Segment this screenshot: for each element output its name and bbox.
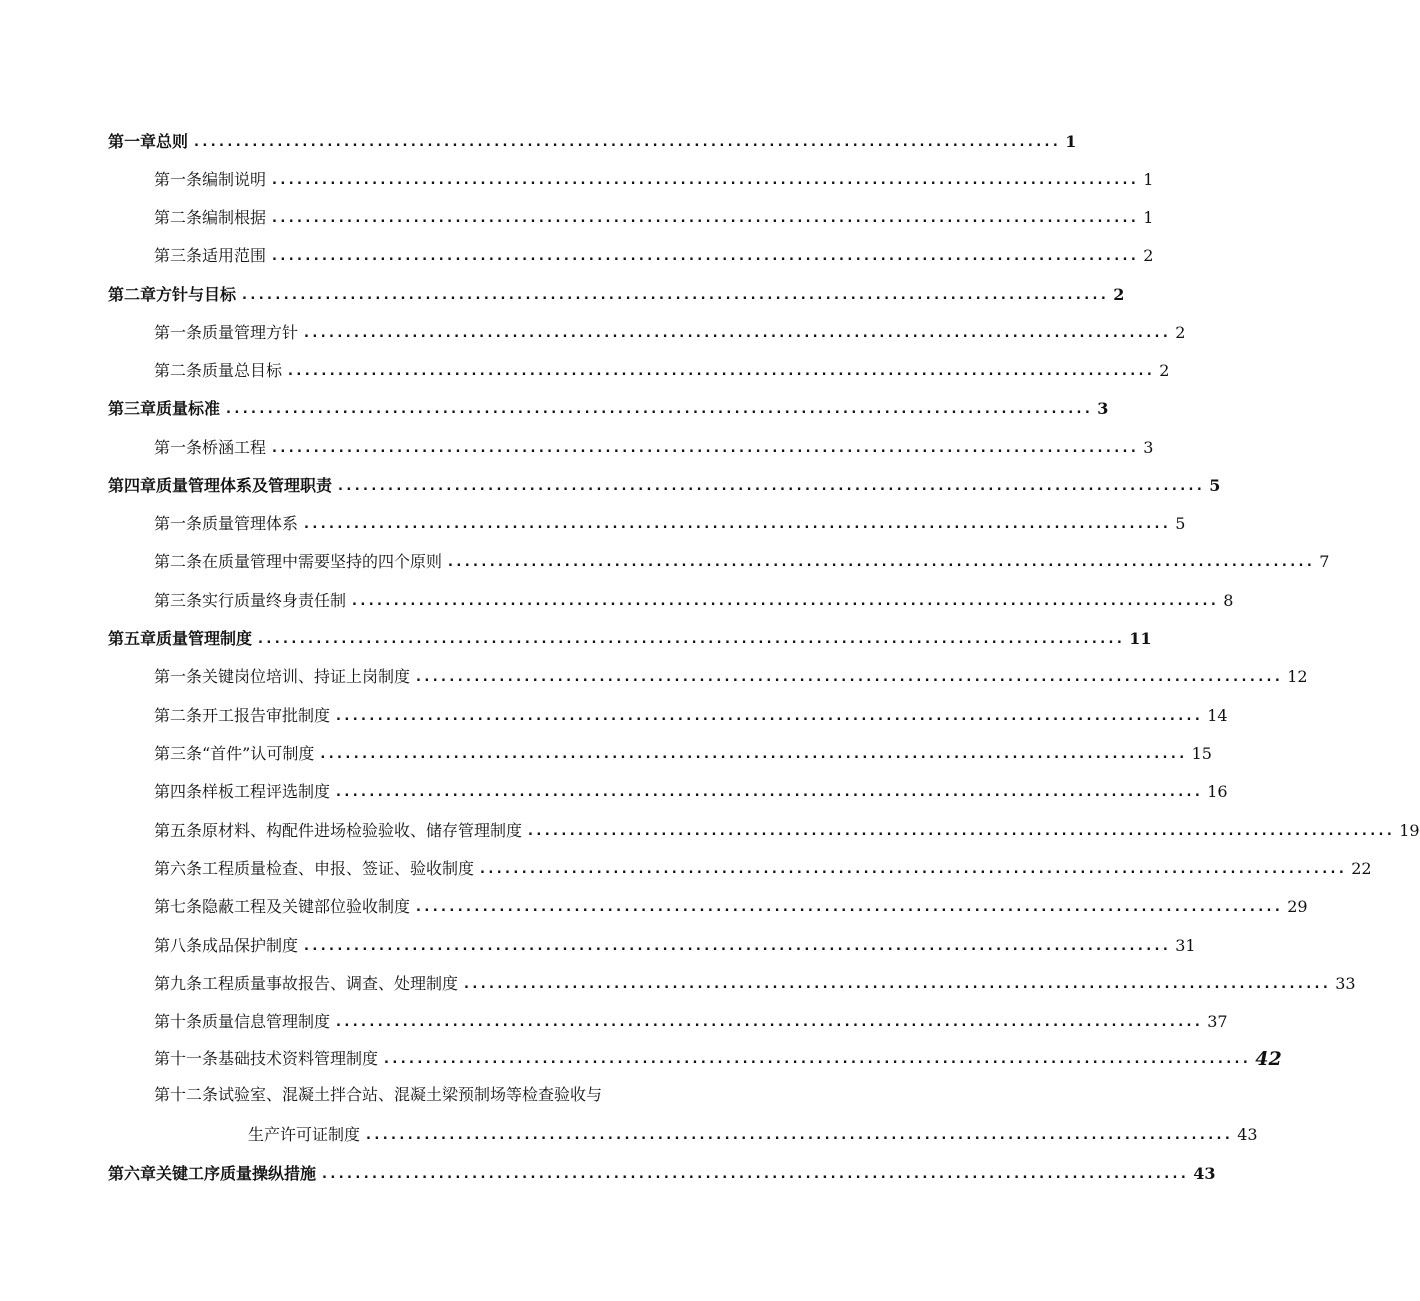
dot-leader: ........................................................................................................	[226, 402, 1094, 417]
toc-entry-section[interactable]	[154, 894, 1308, 918]
toc-entry-wrapped-first-line[interactable]: 第十二条试验室、混凝土拌合站、混凝土梁预制场等检查验收与	[154, 1085, 603, 1104]
dot-leader: ........................................................................................................	[288, 364, 1156, 379]
toc-entry-section[interactable]	[154, 435, 1154, 459]
toc-entry-label: 第二条开工报告审批制度	[154, 706, 331, 725]
toc-entry-section[interactable]	[154, 1046, 1282, 1070]
toc-page-number: 16	[1207, 782, 1228, 801]
toc-page-number: 15	[1191, 744, 1212, 763]
toc-entry-section[interactable]	[154, 703, 1228, 727]
toc-page-number: 1	[1143, 170, 1154, 189]
dot-leader: ........................................................................................................	[272, 173, 1140, 188]
dot-leader: ........................................................................................................	[272, 211, 1140, 226]
dot-leader: ........................................................................................................	[416, 670, 1284, 685]
toc-entry-label: 第一条桥涵工程	[154, 438, 267, 457]
toc-entry-label: 第一条质量管理方针	[154, 323, 299, 342]
toc-entry-label: 第一章总则	[108, 132, 189, 151]
toc-entry-section[interactable]	[154, 549, 1330, 573]
toc-page-number: 2	[1175, 323, 1186, 342]
toc-entry-label: 生产许可证制度	[248, 1125, 361, 1144]
toc-entry-chapter[interactable]	[108, 129, 1077, 153]
toc-entry-label: 第六章关键工序质量操纵措施	[108, 1164, 317, 1183]
toc-entry-section[interactable]	[154, 358, 1170, 382]
toc-entry-label: 第三条适用范围	[154, 246, 267, 265]
toc-entry-label: 第六条工程质量检查、申报、签证、验收制度	[154, 859, 475, 878]
toc-entry-section[interactable]	[154, 741, 1212, 765]
toc-entry-chapter[interactable]	[108, 282, 1125, 306]
toc-page-number: 14	[1207, 706, 1228, 725]
toc-entry-section[interactable]	[154, 933, 1196, 957]
toc-entry-wrapped-second-line[interactable]	[248, 1122, 1258, 1146]
toc-page-number: 8	[1223, 591, 1234, 610]
toc-entry-section[interactable]	[154, 1009, 1228, 1033]
toc-page-number: 43	[1193, 1164, 1216, 1183]
toc-entry-chapter[interactable]	[108, 473, 1221, 497]
toc-entry-label: 第三条“首件”认可制度	[154, 744, 315, 763]
toc-entry-section[interactable]	[154, 971, 1356, 995]
dot-leader: ........................................................................................................	[480, 862, 1348, 877]
dot-leader: ........................................................................................................	[336, 785, 1204, 800]
toc-entry-label: 第十一条基础技术资料管理制度	[154, 1049, 379, 1068]
toc-page-number: 3	[1143, 438, 1154, 457]
toc-page-number: 31	[1175, 936, 1196, 955]
dot-leader: ........................................................................................................	[194, 135, 1062, 150]
toc-page-number: 7	[1319, 552, 1330, 571]
toc-entry-section[interactable]	[154, 588, 1234, 612]
toc-entry-label: 第二章方针与目标	[108, 285, 237, 304]
toc-entry-section[interactable]	[154, 511, 1186, 535]
toc-entry-section[interactable]	[154, 856, 1372, 880]
dot-leader: ........................................................................................................	[304, 939, 1172, 954]
toc-entry-section[interactable]	[154, 243, 1154, 267]
dot-leader: ........................................................................................................	[322, 1167, 1190, 1182]
toc-page-number: 5	[1209, 476, 1221, 495]
dot-leader: ........................................................................................................	[352, 594, 1220, 609]
toc-entry-chapter[interactable]	[108, 396, 1109, 420]
dot-leader: ........................................................................................................	[448, 555, 1316, 570]
toc-entry-chapter[interactable]	[108, 626, 1152, 650]
toc-entry-section[interactable]	[154, 664, 1308, 688]
toc-entry-label: 第二条编制根据	[154, 208, 267, 227]
toc-page-number: 1	[1143, 208, 1154, 227]
toc-entry-label: 第四章质量管理体系及管理职责	[108, 476, 333, 495]
dot-leader: ........................................................................................................	[416, 900, 1284, 915]
toc-entry-label: 第五条原材料、构配件进场检验验收、储存管理制度	[154, 821, 523, 840]
toc-entry-label: 第一条编制说明	[154, 170, 267, 189]
dot-leader: ........................................................................................................	[242, 288, 1110, 303]
toc-page-number: 3	[1097, 399, 1109, 418]
dot-leader: ........................................................................................................	[258, 632, 1126, 647]
dot-leader: ........................................................................................................	[304, 517, 1172, 532]
toc-page-number: 12	[1287, 667, 1308, 686]
toc-entry-label: 第一条关键岗位培训、持证上岗制度	[154, 667, 411, 686]
toc-entry-label: 第七条隐蔽工程及关键部位验收制度	[154, 897, 411, 916]
dot-leader: ........................................................................................................	[338, 479, 1206, 494]
toc-entry-label: 第二条在质量管理中需要坚持的四个原则	[154, 552, 443, 571]
toc-entry-label: 第九条工程质量事故报告、调查、处理制度	[154, 974, 459, 993]
toc-entry-label: 第一条质量管理体系	[154, 514, 299, 533]
toc-page-number: 2	[1159, 361, 1170, 380]
toc-page-number: 1	[1065, 132, 1077, 151]
toc-page-number: 11	[1129, 629, 1152, 648]
toc-entry-label: 第二条质量总目标	[154, 361, 283, 380]
toc-page-number: 22	[1351, 859, 1372, 878]
dot-leader: ........................................................................................................	[304, 326, 1172, 341]
toc-page-number: 37	[1207, 1012, 1228, 1031]
toc-entry-chapter[interactable]	[108, 1161, 1216, 1185]
toc-page-number: 42	[1255, 1048, 1282, 1070]
dot-leader: ........................................................................................................	[320, 747, 1188, 762]
dot-leader: ........................................................................................................	[384, 1052, 1252, 1067]
dot-leader: ........................................................................................................	[336, 1015, 1204, 1030]
toc-entry-label: 第八条成品保护制度	[154, 936, 299, 955]
dot-leader: ........................................................................................................	[528, 824, 1396, 839]
toc-entry-section[interactable]	[154, 779, 1228, 803]
toc-page-number: 2	[1113, 285, 1125, 304]
toc-entry-section[interactable]	[154, 818, 1420, 842]
toc-page-number: 33	[1335, 974, 1356, 993]
dot-leader: ........................................................................................................	[272, 441, 1140, 456]
toc-entry-section[interactable]	[154, 205, 1154, 229]
dot-leader: ........................................................................................................	[336, 709, 1204, 724]
toc-entry-section[interactable]	[154, 320, 1186, 344]
toc-page-number: 19	[1399, 821, 1420, 840]
dot-leader: ........................................................................................................	[464, 977, 1332, 992]
toc-page-number: 5	[1175, 514, 1186, 533]
toc-entry-label: 第三条实行质量终身责任制	[154, 591, 347, 610]
dot-leader: ........................................................................................................	[272, 249, 1140, 264]
toc-entry-label: 第五章质量管理制度	[108, 629, 253, 648]
dot-leader: ........................................................................................................	[366, 1128, 1234, 1143]
toc-entry-section[interactable]	[154, 167, 1154, 191]
toc-page-number: 29	[1287, 897, 1308, 916]
toc-page-number: 43	[1237, 1125, 1258, 1144]
toc-entry-label: 第四条样板工程评选制度	[154, 782, 331, 801]
toc-page-number: 2	[1143, 246, 1154, 265]
toc-entry-label: 第十条质量信息管理制度	[154, 1012, 331, 1031]
toc-entry-label: 第三章质量标准	[108, 399, 221, 418]
